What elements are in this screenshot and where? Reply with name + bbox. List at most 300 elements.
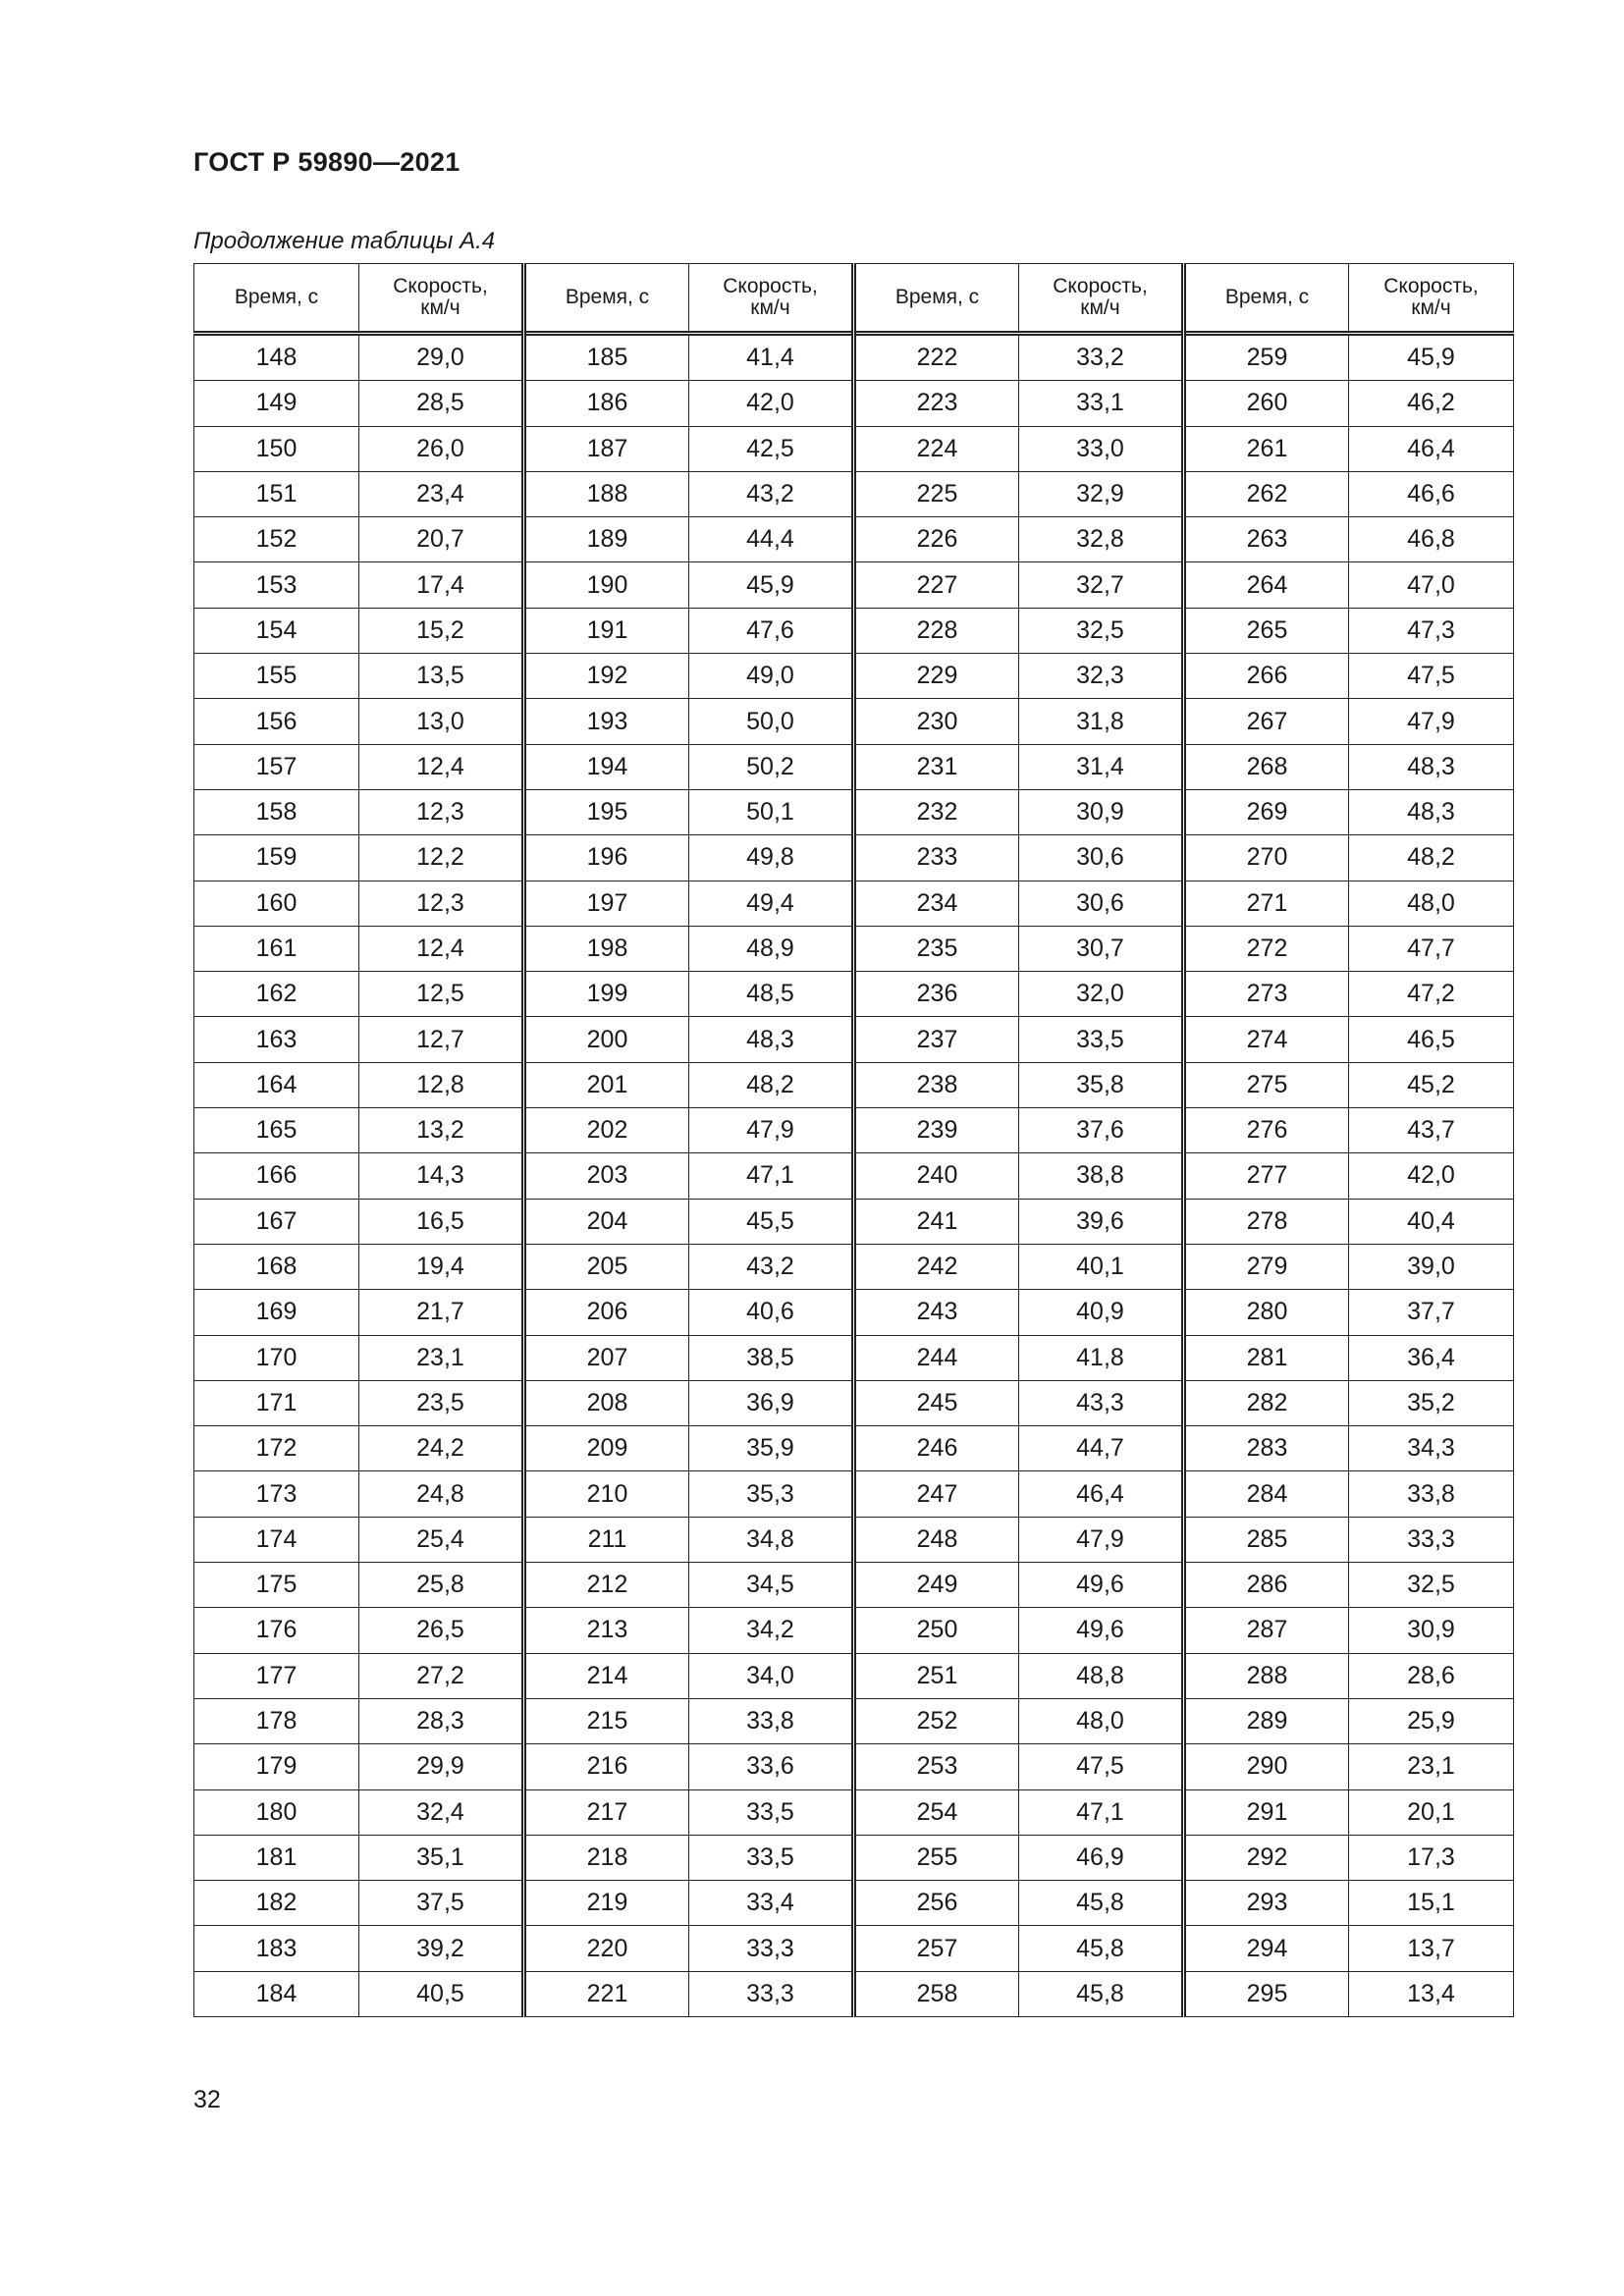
time-cell: 153 bbox=[194, 562, 359, 608]
speed-cell: 32,5 bbox=[1349, 1563, 1514, 1608]
time-cell: 209 bbox=[524, 1426, 689, 1471]
speed-cell: 34,3 bbox=[1349, 1426, 1514, 1471]
time-cell: 161 bbox=[194, 926, 359, 971]
speed-cell: 14,3 bbox=[359, 1153, 524, 1199]
table-row bbox=[194, 1199, 1514, 1244]
header-speed-unit: км/ч bbox=[1411, 296, 1451, 319]
speed-cell: 31,8 bbox=[1019, 699, 1184, 744]
time-cell: 248 bbox=[854, 1517, 1019, 1562]
time-cell: 241 bbox=[854, 1199, 1019, 1244]
table-row bbox=[194, 1744, 1514, 1789]
table-row bbox=[194, 972, 1514, 1017]
time-cell: 275 bbox=[1184, 1062, 1349, 1107]
time-cell: 282 bbox=[1184, 1380, 1349, 1425]
time-cell: 179 bbox=[194, 1744, 359, 1789]
speed-cell: 44,4 bbox=[689, 517, 854, 562]
speed-cell: 47,9 bbox=[1019, 1517, 1184, 1562]
table-row bbox=[194, 1153, 1514, 1199]
time-cell: 257 bbox=[854, 1926, 1019, 1971]
speed-cell: 33,4 bbox=[689, 1881, 854, 1926]
speed-cell: 27,2 bbox=[359, 1653, 524, 1698]
time-cell: 245 bbox=[854, 1380, 1019, 1425]
time-cell: 293 bbox=[1184, 1881, 1349, 1926]
header-speed-unit: км/ч bbox=[1080, 296, 1120, 319]
speed-cell: 30,7 bbox=[1019, 926, 1184, 971]
time-cell: 278 bbox=[1184, 1199, 1349, 1244]
speed-cell: 32,7 bbox=[1019, 562, 1184, 608]
time-cell: 183 bbox=[194, 1926, 359, 1971]
time-cell: 195 bbox=[524, 789, 689, 834]
speed-cell: 40,9 bbox=[1019, 1290, 1184, 1335]
time-cell: 238 bbox=[854, 1062, 1019, 1107]
time-cell: 285 bbox=[1184, 1517, 1349, 1562]
table-row bbox=[194, 426, 1514, 471]
table-row bbox=[194, 1563, 1514, 1608]
time-cell: 220 bbox=[524, 1926, 689, 1971]
speed-cell: 19,4 bbox=[359, 1244, 524, 1289]
speed-cell: 43,2 bbox=[689, 1244, 854, 1289]
speed-cell: 41,8 bbox=[1019, 1335, 1184, 1380]
speed-cell: 40,1 bbox=[1019, 1244, 1184, 1289]
speed-cell: 48,0 bbox=[1019, 1698, 1184, 1743]
time-cell: 172 bbox=[194, 1426, 359, 1471]
speed-cell: 50,2 bbox=[689, 744, 854, 789]
table-row bbox=[194, 1062, 1514, 1107]
speed-cell: 47,1 bbox=[689, 1153, 854, 1199]
table-body bbox=[194, 334, 1514, 2017]
time-cell: 268 bbox=[1184, 744, 1349, 789]
time-cell: 246 bbox=[854, 1426, 1019, 1471]
table-row bbox=[194, 1517, 1514, 1562]
time-cell: 281 bbox=[1184, 1335, 1349, 1380]
speed-cell: 20,7 bbox=[359, 517, 524, 562]
document-header: ГОСТ Р 59890—2021 bbox=[193, 147, 460, 177]
speed-cell: 31,4 bbox=[1019, 744, 1184, 789]
speed-cell: 48,8 bbox=[1019, 1653, 1184, 1698]
time-cell: 236 bbox=[854, 972, 1019, 1017]
speed-cell: 33,8 bbox=[689, 1698, 854, 1743]
speed-cell: 49,4 bbox=[689, 881, 854, 926]
speed-cell: 34,0 bbox=[689, 1653, 854, 1698]
time-cell: 222 bbox=[854, 334, 1019, 381]
speed-cell: 49,6 bbox=[1019, 1608, 1184, 1653]
speed-cell: 12,7 bbox=[359, 1017, 524, 1062]
time-cell: 155 bbox=[194, 654, 359, 699]
speed-cell: 50,0 bbox=[689, 699, 854, 744]
time-cell: 267 bbox=[1184, 699, 1349, 744]
header-time-1: Время, с bbox=[194, 264, 359, 334]
time-cell: 295 bbox=[1184, 1971, 1349, 2016]
speed-cell: 37,7 bbox=[1349, 1290, 1514, 1335]
speed-cell: 25,4 bbox=[359, 1517, 524, 1562]
time-cell: 188 bbox=[524, 471, 689, 516]
time-cell: 228 bbox=[854, 608, 1019, 653]
time-cell: 289 bbox=[1184, 1698, 1349, 1743]
time-cell: 178 bbox=[194, 1698, 359, 1743]
time-cell: 223 bbox=[854, 381, 1019, 426]
speed-cell: 13,7 bbox=[1349, 1926, 1514, 1971]
time-cell: 166 bbox=[194, 1153, 359, 1199]
speed-cell: 35,2 bbox=[1349, 1380, 1514, 1425]
speed-cell: 45,2 bbox=[1349, 1062, 1514, 1107]
speed-cell: 48,0 bbox=[1349, 881, 1514, 926]
table-row bbox=[194, 1335, 1514, 1380]
time-cell: 280 bbox=[1184, 1290, 1349, 1335]
time-cell: 207 bbox=[524, 1335, 689, 1380]
speed-cell: 25,8 bbox=[359, 1563, 524, 1608]
speed-cell: 24,8 bbox=[359, 1471, 524, 1517]
table-row bbox=[194, 1244, 1514, 1289]
time-cell: 264 bbox=[1184, 562, 1349, 608]
speed-cell: 16,5 bbox=[359, 1199, 524, 1244]
speed-cell: 47,9 bbox=[1349, 699, 1514, 744]
speed-cell: 47,5 bbox=[1349, 654, 1514, 699]
speed-cell: 23,5 bbox=[359, 1380, 524, 1425]
time-cell: 274 bbox=[1184, 1017, 1349, 1062]
speed-cell: 46,4 bbox=[1019, 1471, 1184, 1517]
time-cell: 290 bbox=[1184, 1744, 1349, 1789]
speed-cell: 49,8 bbox=[689, 835, 854, 881]
time-cell: 253 bbox=[854, 1744, 1019, 1789]
speed-cell: 12,8 bbox=[359, 1062, 524, 1107]
time-cell: 260 bbox=[1184, 381, 1349, 426]
time-cell: 237 bbox=[854, 1017, 1019, 1062]
speed-cell: 35,8 bbox=[1019, 1062, 1184, 1107]
speed-cell: 47,5 bbox=[1019, 1744, 1184, 1789]
time-cell: 215 bbox=[524, 1698, 689, 1743]
time-cell: 247 bbox=[854, 1471, 1019, 1517]
speed-cell: 40,5 bbox=[359, 1971, 524, 2016]
speed-cell: 49,0 bbox=[689, 654, 854, 699]
speed-cell: 23,1 bbox=[359, 1335, 524, 1380]
time-cell: 287 bbox=[1184, 1608, 1349, 1653]
time-cell: 212 bbox=[524, 1563, 689, 1608]
speed-cell: 47,0 bbox=[1349, 562, 1514, 608]
time-cell: 187 bbox=[524, 426, 689, 471]
table-row bbox=[194, 1471, 1514, 1517]
speed-cell: 29,9 bbox=[359, 1744, 524, 1789]
speed-cell: 48,2 bbox=[1349, 835, 1514, 881]
speed-cell: 33,2 bbox=[1019, 334, 1184, 381]
time-cell: 263 bbox=[1184, 517, 1349, 562]
speed-cell: 48,3 bbox=[689, 1017, 854, 1062]
time-cell: 170 bbox=[194, 1335, 359, 1380]
time-cell: 270 bbox=[1184, 835, 1349, 881]
speed-cell: 32,9 bbox=[1019, 471, 1184, 516]
speed-cell: 33,5 bbox=[689, 1835, 854, 1880]
time-cell: 157 bbox=[194, 744, 359, 789]
time-cell: 256 bbox=[854, 1881, 1019, 1926]
table-row bbox=[194, 699, 1514, 744]
time-cell: 165 bbox=[194, 1108, 359, 1153]
speed-cell: 45,8 bbox=[1019, 1881, 1184, 1926]
time-cell: 251 bbox=[854, 1653, 1019, 1698]
time-cell: 196 bbox=[524, 835, 689, 881]
time-cell: 202 bbox=[524, 1108, 689, 1153]
time-cell: 271 bbox=[1184, 881, 1349, 926]
speed-cell: 36,4 bbox=[1349, 1335, 1514, 1380]
header-speed-unit: км/ч bbox=[420, 296, 460, 319]
table-row bbox=[194, 789, 1514, 834]
speed-cell: 39,6 bbox=[1019, 1199, 1184, 1244]
time-cell: 273 bbox=[1184, 972, 1349, 1017]
time-cell: 221 bbox=[524, 1971, 689, 2016]
time-cell: 249 bbox=[854, 1563, 1019, 1608]
table-row bbox=[194, 1835, 1514, 1880]
speed-cell: 30,6 bbox=[1019, 881, 1184, 926]
time-cell: 182 bbox=[194, 1881, 359, 1926]
time-cell: 292 bbox=[1184, 1835, 1349, 1880]
table-row bbox=[194, 1971, 1514, 2016]
speed-cell: 45,9 bbox=[1349, 334, 1514, 381]
speed-cell: 39,2 bbox=[359, 1926, 524, 1971]
time-cell: 283 bbox=[1184, 1426, 1349, 1471]
speed-cell: 47,6 bbox=[689, 608, 854, 653]
time-cell: 192 bbox=[524, 654, 689, 699]
table-row bbox=[194, 654, 1514, 699]
time-cell: 159 bbox=[194, 835, 359, 881]
speed-cell: 43,3 bbox=[1019, 1380, 1184, 1425]
speed-cell: 47,9 bbox=[689, 1108, 854, 1153]
table-row bbox=[194, 881, 1514, 926]
time-cell: 204 bbox=[524, 1199, 689, 1244]
speed-cell: 37,6 bbox=[1019, 1108, 1184, 1153]
table-caption: Продолжение таблицы А.4 bbox=[193, 228, 496, 254]
time-cell: 214 bbox=[524, 1653, 689, 1698]
table-row bbox=[194, 1653, 1514, 1698]
speed-cell: 35,3 bbox=[689, 1471, 854, 1517]
time-cell: 149 bbox=[194, 381, 359, 426]
speed-cell: 41,4 bbox=[689, 334, 854, 381]
speed-cell: 34,2 bbox=[689, 1608, 854, 1653]
time-cell: 234 bbox=[854, 881, 1019, 926]
header-speed-label: Скорость, bbox=[393, 275, 488, 297]
speed-cell: 47,2 bbox=[1349, 972, 1514, 1017]
table-row bbox=[194, 926, 1514, 971]
header-speed-2 bbox=[689, 264, 854, 334]
speed-cell: 32,8 bbox=[1019, 517, 1184, 562]
time-cell: 226 bbox=[854, 517, 1019, 562]
time-cell: 232 bbox=[854, 789, 1019, 834]
time-cell: 266 bbox=[1184, 654, 1349, 699]
speed-cell: 37,5 bbox=[359, 1881, 524, 1926]
table-row bbox=[194, 1380, 1514, 1425]
speed-cell: 32,4 bbox=[359, 1789, 524, 1835]
speed-cell: 13,5 bbox=[359, 654, 524, 699]
table-row bbox=[194, 744, 1514, 789]
time-cell: 239 bbox=[854, 1108, 1019, 1153]
speed-cell: 39,0 bbox=[1349, 1244, 1514, 1289]
time-cell: 184 bbox=[194, 1971, 359, 2016]
time-cell: 231 bbox=[854, 744, 1019, 789]
time-cell: 233 bbox=[854, 835, 1019, 881]
header-speed-4 bbox=[1349, 264, 1514, 334]
time-cell: 152 bbox=[194, 517, 359, 562]
speed-cell: 12,4 bbox=[359, 926, 524, 971]
time-cell: 193 bbox=[524, 699, 689, 744]
time-cell: 265 bbox=[1184, 608, 1349, 653]
speed-cell: 33,8 bbox=[1349, 1471, 1514, 1517]
speed-cell: 33,6 bbox=[689, 1744, 854, 1789]
time-cell: 252 bbox=[854, 1698, 1019, 1743]
time-cell: 199 bbox=[524, 972, 689, 1017]
header-time-2: Время, с bbox=[524, 264, 689, 334]
speed-cell: 33,5 bbox=[689, 1789, 854, 1835]
time-cell: 279 bbox=[1184, 1244, 1349, 1289]
speed-cell: 45,9 bbox=[689, 562, 854, 608]
time-cell: 244 bbox=[854, 1335, 1019, 1380]
page-number: 32 bbox=[193, 2086, 221, 2113]
speed-cell: 26,0 bbox=[359, 426, 524, 471]
speed-cell: 20,1 bbox=[1349, 1789, 1514, 1835]
time-cell: 177 bbox=[194, 1653, 359, 1698]
time-cell: 156 bbox=[194, 699, 359, 744]
speed-cell: 40,4 bbox=[1349, 1199, 1514, 1244]
time-cell: 276 bbox=[1184, 1108, 1349, 1153]
time-cell: 201 bbox=[524, 1062, 689, 1107]
speed-cell: 33,3 bbox=[689, 1971, 854, 2016]
speed-cell: 46,2 bbox=[1349, 381, 1514, 426]
speed-cell: 23,4 bbox=[359, 471, 524, 516]
time-cell: 213 bbox=[524, 1608, 689, 1653]
time-cell: 242 bbox=[854, 1244, 1019, 1289]
speed-cell: 15,1 bbox=[1349, 1881, 1514, 1926]
speed-cell: 48,3 bbox=[1349, 744, 1514, 789]
time-cell: 197 bbox=[524, 881, 689, 926]
time-cell: 190 bbox=[524, 562, 689, 608]
header-row bbox=[194, 264, 1514, 334]
time-cell: 158 bbox=[194, 789, 359, 834]
header-speed-3 bbox=[1019, 264, 1184, 334]
speed-cell: 28,6 bbox=[1349, 1653, 1514, 1698]
speed-cell: 48,3 bbox=[1349, 789, 1514, 834]
speed-cell: 45,5 bbox=[689, 1199, 854, 1244]
speed-cell: 17,4 bbox=[359, 562, 524, 608]
table-row bbox=[194, 1426, 1514, 1471]
speed-cell: 29,0 bbox=[359, 334, 524, 381]
speed-cell: 30,9 bbox=[1019, 789, 1184, 834]
speed-cell: 38,5 bbox=[689, 1335, 854, 1380]
speed-cell: 33,5 bbox=[1019, 1017, 1184, 1062]
time-cell: 224 bbox=[854, 426, 1019, 471]
table-row bbox=[194, 835, 1514, 881]
speed-cell: 47,7 bbox=[1349, 926, 1514, 971]
time-cell: 258 bbox=[854, 1971, 1019, 2016]
table-row bbox=[194, 1017, 1514, 1062]
speed-cell: 12,5 bbox=[359, 972, 524, 1017]
speed-cell: 46,5 bbox=[1349, 1017, 1514, 1062]
table-row bbox=[194, 608, 1514, 653]
speed-cell: 34,8 bbox=[689, 1517, 854, 1562]
header-speed-label: Скорость, bbox=[1053, 275, 1148, 297]
time-cell: 148 bbox=[194, 334, 359, 381]
time-cell: 200 bbox=[524, 1017, 689, 1062]
time-cell: 211 bbox=[524, 1517, 689, 1562]
time-cell: 154 bbox=[194, 608, 359, 653]
speed-cell: 28,3 bbox=[359, 1698, 524, 1743]
time-cell: 206 bbox=[524, 1290, 689, 1335]
time-cell: 229 bbox=[854, 654, 1019, 699]
speed-cell: 33,3 bbox=[1349, 1517, 1514, 1562]
speed-cell: 32,5 bbox=[1019, 608, 1184, 653]
speed-cell: 32,0 bbox=[1019, 972, 1184, 1017]
time-cell: 208 bbox=[524, 1380, 689, 1425]
header-speed-1 bbox=[359, 264, 524, 334]
time-cell: 262 bbox=[1184, 471, 1349, 516]
speed-cell: 38,8 bbox=[1019, 1153, 1184, 1199]
speed-cell: 17,3 bbox=[1349, 1835, 1514, 1880]
speed-cell: 28,5 bbox=[359, 381, 524, 426]
table-row bbox=[194, 1608, 1514, 1653]
table-row bbox=[194, 1698, 1514, 1743]
speed-cell: 12,2 bbox=[359, 835, 524, 881]
speed-cell: 42,0 bbox=[1349, 1153, 1514, 1199]
time-cell: 168 bbox=[194, 1244, 359, 1289]
speed-cell: 12,4 bbox=[359, 744, 524, 789]
speed-cell: 46,6 bbox=[1349, 471, 1514, 516]
speed-cell: 45,8 bbox=[1019, 1971, 1184, 2016]
time-cell: 254 bbox=[854, 1789, 1019, 1835]
speed-cell: 42,5 bbox=[689, 426, 854, 471]
time-cell: 225 bbox=[854, 471, 1019, 516]
speed-cell: 12,3 bbox=[359, 881, 524, 926]
time-cell: 286 bbox=[1184, 1563, 1349, 1608]
time-cell: 230 bbox=[854, 699, 1019, 744]
speed-cell: 46,9 bbox=[1019, 1835, 1184, 1880]
time-cell: 167 bbox=[194, 1199, 359, 1244]
time-cell: 162 bbox=[194, 972, 359, 1017]
time-cell: 277 bbox=[1184, 1153, 1349, 1199]
speed-cell: 42,0 bbox=[689, 381, 854, 426]
speed-cell: 46,8 bbox=[1349, 517, 1514, 562]
speed-cell: 45,8 bbox=[1019, 1926, 1184, 1971]
time-cell: 218 bbox=[524, 1835, 689, 1880]
time-cell: 259 bbox=[1184, 334, 1349, 381]
header-speed-unit: км/ч bbox=[750, 296, 790, 319]
time-cell: 272 bbox=[1184, 926, 1349, 971]
table-row bbox=[194, 334, 1514, 381]
speed-cell: 13,0 bbox=[359, 699, 524, 744]
speed-cell: 47,1 bbox=[1019, 1789, 1184, 1835]
time-cell: 151 bbox=[194, 471, 359, 516]
table-row bbox=[194, 562, 1514, 608]
time-cell: 169 bbox=[194, 1290, 359, 1335]
time-cell: 180 bbox=[194, 1789, 359, 1835]
time-cell: 176 bbox=[194, 1608, 359, 1653]
time-cell: 173 bbox=[194, 1471, 359, 1517]
time-cell: 164 bbox=[194, 1062, 359, 1107]
speed-cell: 26,5 bbox=[359, 1608, 524, 1653]
time-cell: 294 bbox=[1184, 1926, 1349, 1971]
time-cell: 198 bbox=[524, 926, 689, 971]
time-cell: 163 bbox=[194, 1017, 359, 1062]
time-cell: 175 bbox=[194, 1563, 359, 1608]
speed-cell: 30,9 bbox=[1349, 1608, 1514, 1653]
table-row bbox=[194, 1290, 1514, 1335]
table-row bbox=[194, 1789, 1514, 1835]
time-cell: 261 bbox=[1184, 426, 1349, 471]
speed-cell: 33,0 bbox=[1019, 426, 1184, 471]
table-header bbox=[194, 264, 1514, 334]
time-cell: 191 bbox=[524, 608, 689, 653]
header-speed-label: Скорость, bbox=[723, 275, 818, 297]
speed-cell: 35,1 bbox=[359, 1835, 524, 1880]
time-cell: 217 bbox=[524, 1789, 689, 1835]
speed-cell: 23,1 bbox=[1349, 1744, 1514, 1789]
speed-cell: 36,9 bbox=[689, 1380, 854, 1425]
time-cell: 171 bbox=[194, 1380, 359, 1425]
time-cell: 174 bbox=[194, 1517, 359, 1562]
